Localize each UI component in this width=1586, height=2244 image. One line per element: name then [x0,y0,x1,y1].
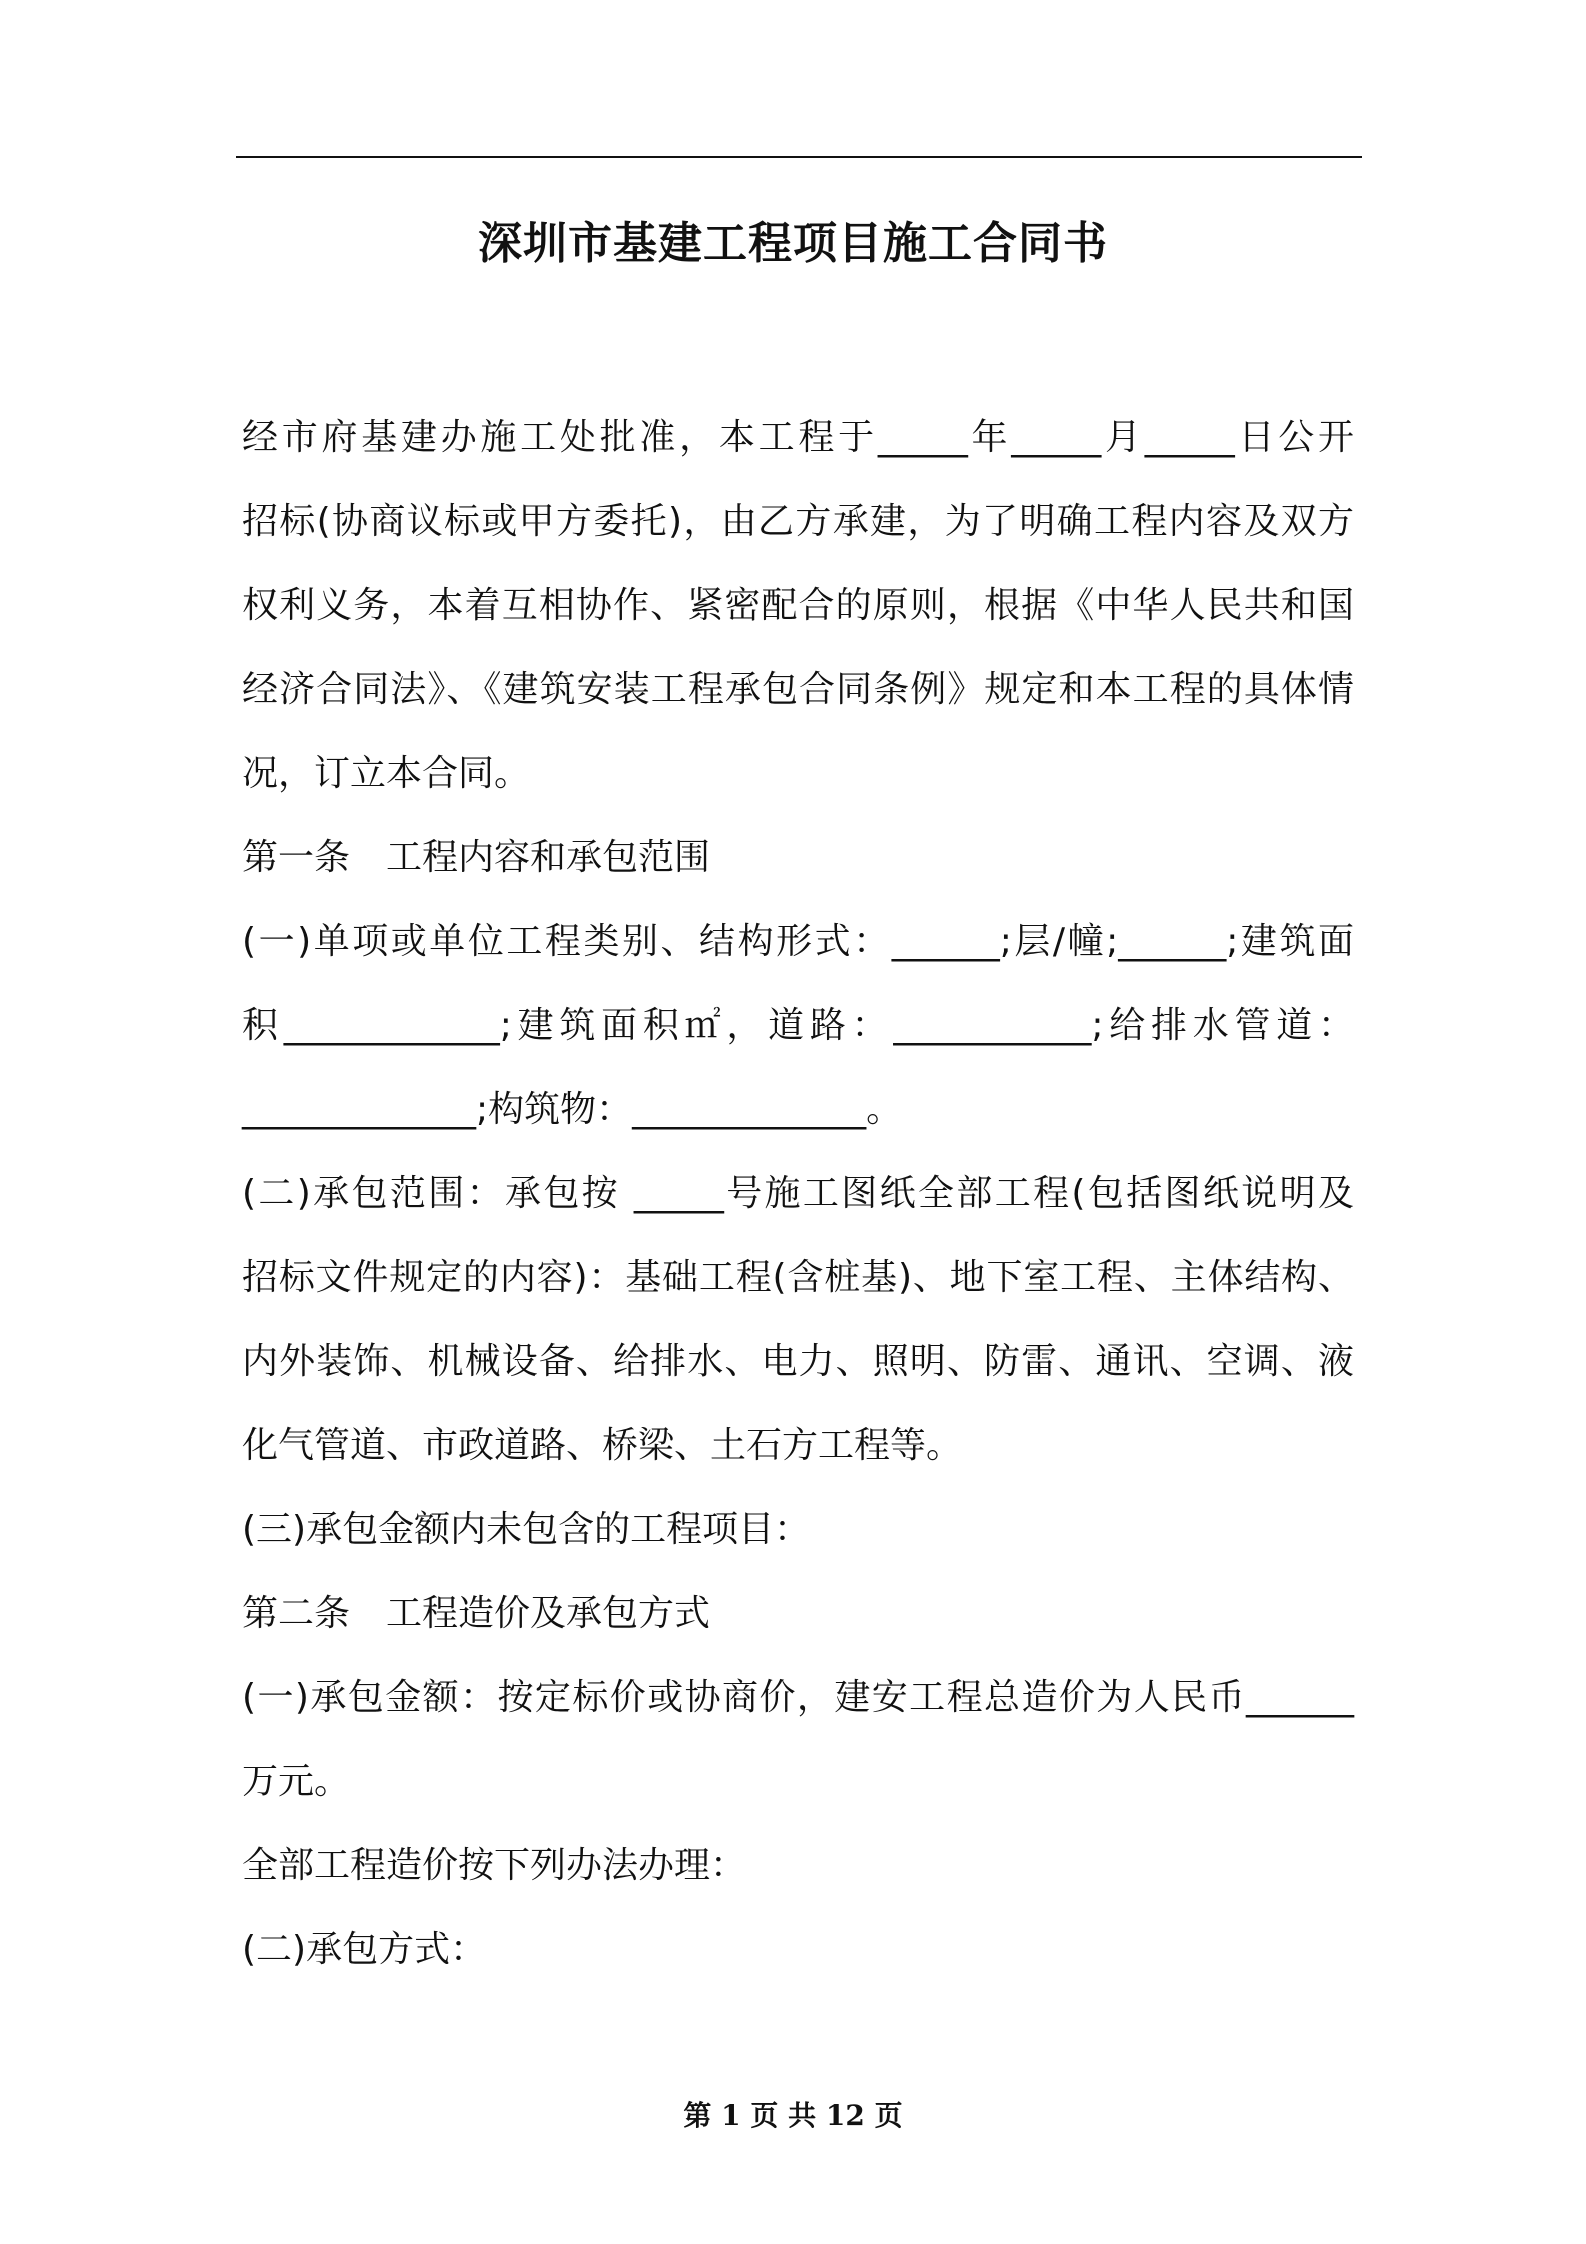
paragraph-line: (三)承包金额内未包含的工程项目： [242,1509,811,1550]
document-title: 深圳市基建工程项目施工合同书 [478,218,1108,269]
paragraph-line: 经济合同法》、《建筑安装工程承包合同条例》规定和本工程的具体情 [242,669,1354,710]
paragraph-line: 况，订立本合同。 [242,753,531,794]
paragraph-line: 积____________;建筑面积㎡，道路：___________;给排水管道： [242,1005,1354,1046]
paragraph-line: 招标(协商议标或甲方委托)，由乙方承建，为了明确工程内容及双方 [242,501,1354,542]
paragraph-line: (一)单项或单位工程类别、结构形式：______;层/幢;______;建筑面 [242,921,1354,962]
paragraph-line: 万元。 [242,1761,351,1802]
header-rule [236,156,1362,158]
paragraph-line: (二)承包范围：承包按 _____号施工图纸全部工程(包括图纸说明及 [242,1173,1354,1214]
page-number-footer: 第 1 页 共 12 页 [683,2099,903,2132]
paragraph-line: _____________;构筑物：_____________。 [242,1089,903,1130]
paragraph-line: 权利义务，本着互相协作、紧密配合的原则，根据《中华人民共和国 [242,585,1354,626]
paragraph-line: 招标文件规定的内容)：基础工程(含桩基)、地下室工程、主体结构、 [242,1257,1354,1298]
paragraph-line: 内外装饰、机械设备、给排水、电力、照明、防雷、通讯、空调、液 [242,1341,1354,1382]
article-heading: 第二条 工程造价及承包方式 [242,1593,711,1634]
paragraph-line: (二)承包方式： [242,1929,487,1970]
paragraph-line: (一)承包金额：按定标价或协商价，建安工程总造价为人民币______ [242,1677,1354,1718]
paragraph-line: 全部工程造价按下列办法办理： [242,1845,747,1886]
article-heading: 第一条 工程内容和承包范围 [242,837,711,878]
paragraph-line: 经市府基建办施工处批准，本工程于_____年_____月_____日公开 [242,417,1354,458]
paragraph-line: 化气管道、市政道路、桥梁、土石方工程等。 [242,1425,963,1466]
